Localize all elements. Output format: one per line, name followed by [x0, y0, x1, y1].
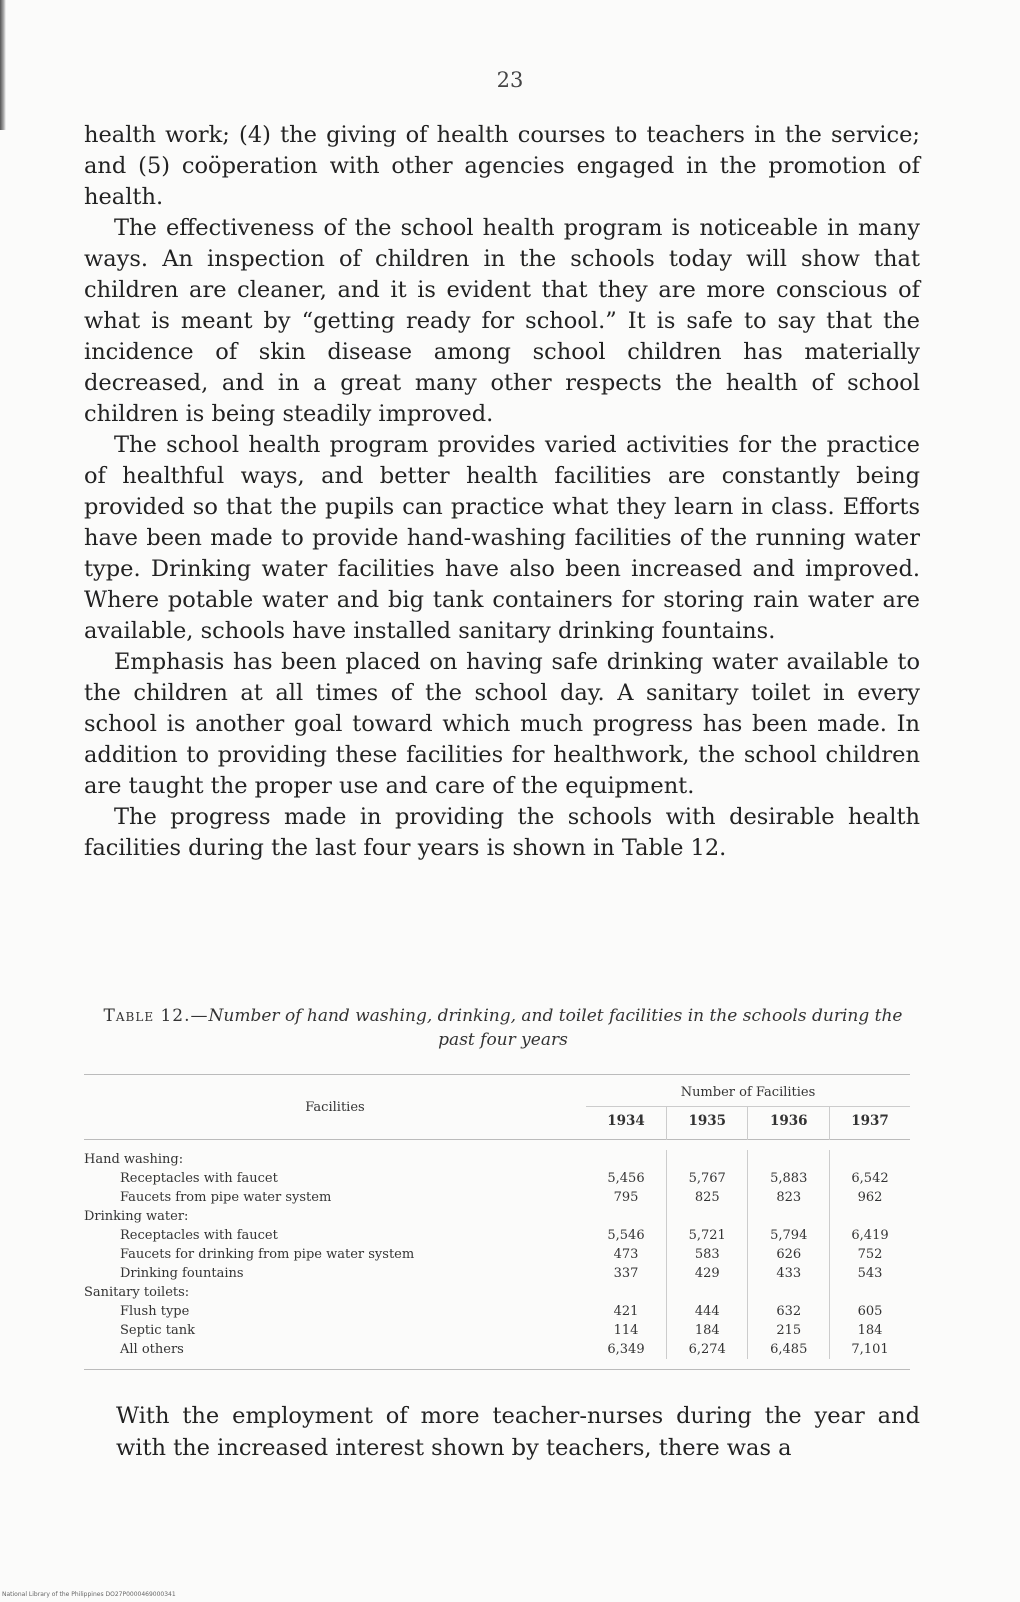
cell-value: 626	[748, 1245, 830, 1264]
cell-value	[830, 1207, 911, 1226]
table-row	[84, 1302, 910, 1321]
cell-value: 444	[666, 1302, 748, 1321]
table-row	[84, 1150, 910, 1169]
cell-value: 184	[830, 1321, 911, 1340]
table-row	[84, 1169, 910, 1188]
cell-value: 543	[830, 1264, 911, 1283]
body-text	[84, 120, 920, 864]
page-number: 23	[496, 68, 524, 92]
table-row	[84, 1207, 910, 1226]
table-row	[84, 1340, 910, 1359]
cell-value	[586, 1150, 666, 1169]
table-row	[84, 1226, 910, 1245]
cell-value: 6,274	[666, 1340, 748, 1359]
table-row	[84, 1188, 910, 1207]
cell-value: 6,542	[830, 1169, 911, 1188]
table-row	[84, 1321, 910, 1340]
page-edge-shadow	[0, 0, 6, 130]
table-row	[84, 1283, 910, 1302]
cell-value: 433	[748, 1264, 830, 1283]
row-label: Receptacles with faucet	[120, 1171, 278, 1186]
cell-value	[748, 1283, 830, 1302]
facilities-table	[84, 1074, 910, 1370]
cell-value: 5,721	[666, 1226, 748, 1245]
year-header-1936: 1936	[748, 1107, 830, 1140]
table-row	[84, 1245, 910, 1264]
cell-value	[586, 1283, 666, 1302]
cell-value: 337	[613, 1266, 639, 1281]
cell-value: 5,794	[748, 1226, 830, 1245]
row-label: All others	[120, 1342, 184, 1357]
cell-value: 962	[830, 1188, 911, 1207]
facilities-column-header: Facilities	[84, 1075, 586, 1140]
cell-value	[830, 1150, 911, 1169]
table-caption-text: Number of hand washing, drinking, and toilet facilities in the schools during the past four years	[208, 1006, 903, 1050]
cell-value: 6,419	[830, 1226, 911, 1245]
number-of-facilities-header: Number of Facilities	[586, 1075, 910, 1107]
row-label: Receptacles with faucet	[120, 1228, 278, 1243]
row-category-label: Sanitary toilets:	[84, 1285, 190, 1300]
paragraph: The effectiveness of the school health program is noticeable in many ways. An inspection of children in the schools today will show that children are cleaner, and it is evident that they are more conscious of what is meant by “getting ready for school.” It is safe to say that the incidence of skin disease among school children has materially decreased, and in a great many other respects the health of school children is being steadily improved.	[84, 215, 920, 427]
cell-value	[748, 1207, 830, 1226]
footer-note: National Library of the Philippines DO27P0000469000341	[2, 1591, 176, 1598]
cell-value	[666, 1207, 748, 1226]
cell-value: 5,883	[748, 1169, 830, 1188]
cell-value: 605	[830, 1302, 911, 1321]
cell-value: 7,101	[830, 1340, 911, 1359]
year-header-1937: 1937	[830, 1107, 911, 1140]
cell-value: 823	[748, 1188, 830, 1207]
cell-value: 5,767	[666, 1169, 748, 1188]
cell-value	[830, 1283, 911, 1302]
cell-value: 632	[748, 1302, 830, 1321]
cell-value: 6,485	[748, 1340, 830, 1359]
table-row	[84, 1264, 910, 1283]
year-header-1935: 1935	[666, 1107, 748, 1140]
cell-value: 5,456	[607, 1171, 645, 1186]
table-body	[84, 1140, 910, 1370]
cell-value	[748, 1150, 830, 1169]
cell-value: 752	[830, 1245, 911, 1264]
table-caption	[88, 1004, 918, 1052]
cell-value: 825	[666, 1188, 748, 1207]
cell-value: 6,349	[607, 1342, 645, 1357]
cell-value	[666, 1150, 748, 1169]
cell-value: 184	[666, 1321, 748, 1340]
paragraph: Emphasis has been placed on having safe drinking water available to the children at all times of the school day. A sanitary toilet in every school is another goal toward which much progress has been made. In addition to providing these facilities for healthwork, the school children are taught the proper use and care of the equipment.	[84, 649, 920, 799]
row-category-label: Hand washing:	[84, 1152, 184, 1167]
cell-value: 429	[666, 1264, 748, 1283]
cell-value: 215	[748, 1321, 830, 1340]
cell-value: 583	[666, 1245, 748, 1264]
year-header-1934: 1934	[607, 1113, 645, 1129]
row-label: Drinking fountains	[120, 1266, 244, 1281]
cell-value	[586, 1207, 666, 1226]
cell-value	[666, 1283, 748, 1302]
cell-value: 5,546	[607, 1228, 645, 1243]
table-caption-lead: Table 12.—	[103, 1006, 209, 1026]
row-label: Faucets for drinking from pipe water system	[120, 1247, 415, 1262]
closing-paragraph: With the employment of more teacher-nurses during the year and with the increased interest shown by teachers, there was a	[116, 1403, 920, 1461]
row-label: Faucets from pipe water system	[120, 1190, 332, 1205]
paragraph: The school health program provides varied activities for the practice of healthful ways, and better health facilities are constantly being provided so that the pupils can practice what they learn in class. Efforts have been made to provide hand-washing facilities of the running water type. Drinking water facilities have also been increased and improved. Where potable water and big tank containers for storing rain water are available, schools have installed sanitary drinking fountains.	[84, 432, 920, 644]
row-label: Flush type	[120, 1304, 190, 1319]
cell-value: 473	[613, 1247, 639, 1262]
row-category-label: Drinking water:	[84, 1209, 189, 1224]
row-label: Septic tank	[120, 1323, 195, 1338]
paragraph: The progress made in providing the schools with desirable health facilities during the last four years is shown in Table 12.	[84, 804, 920, 861]
cell-value: 795	[613, 1190, 639, 1205]
cell-value: 421	[613, 1304, 639, 1319]
cell-value: 114	[613, 1323, 639, 1338]
paragraph: health work; (4) the giving of health courses to teachers in the service; and (5) coöperation with other agencies engaged in the promotion of health.	[84, 122, 920, 210]
